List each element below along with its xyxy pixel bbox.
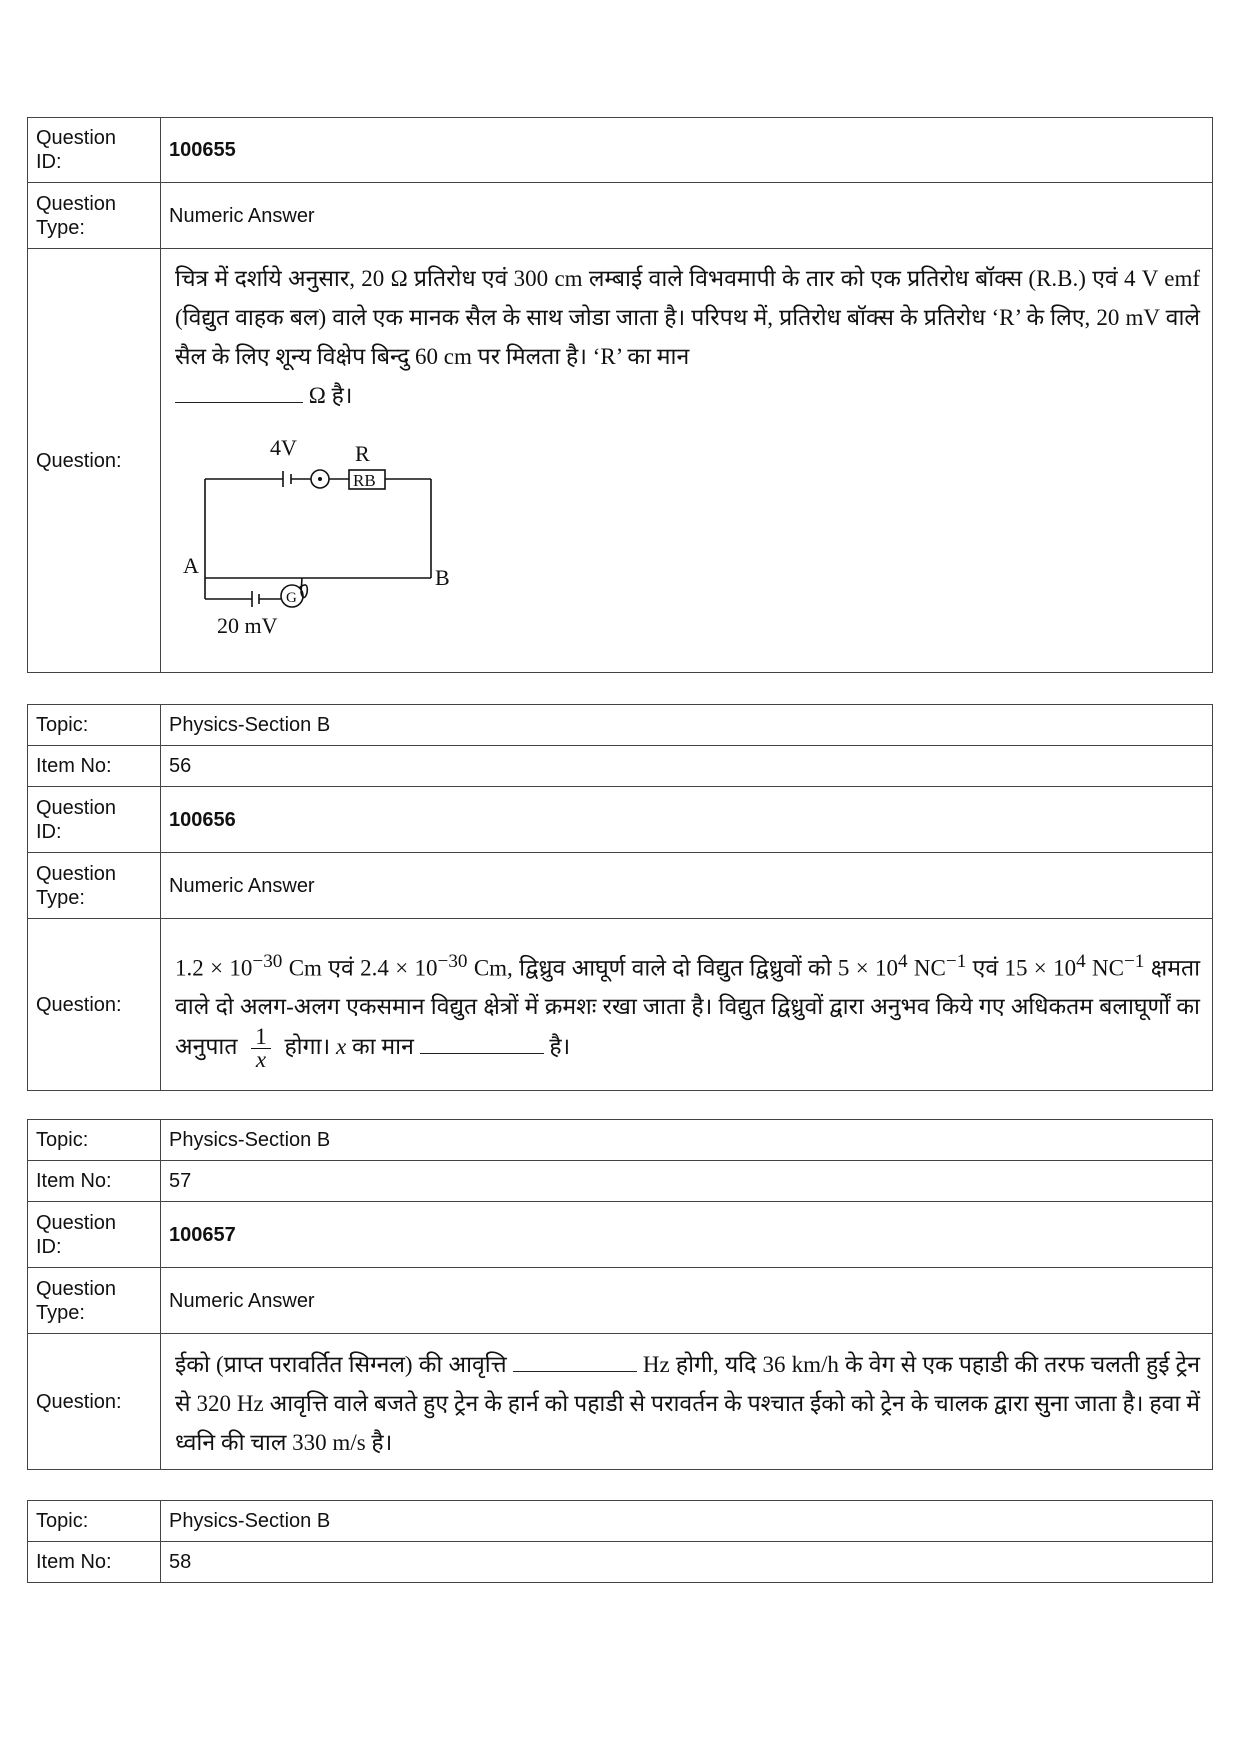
jockey-contact bbox=[301, 578, 302, 593]
question-type-label: Question Type: bbox=[28, 1268, 161, 1334]
question-label: Question: bbox=[28, 1334, 161, 1470]
topic-row bbox=[28, 705, 1213, 746]
question-block-100656 bbox=[27, 704, 1213, 1091]
question-body bbox=[161, 249, 1213, 673]
circuit-diagram-svg bbox=[175, 429, 485, 654]
question-label: Question: bbox=[28, 249, 161, 673]
question-text-tail: Ω है। bbox=[308, 383, 353, 408]
answer-blank bbox=[513, 1351, 637, 1372]
question-body: $1.2 \times 10^{-30}$ Cm एवं $2.4 \times 10^{-30}$ Cm, द्विध्रुव आघूर्ण वाले दो विद्युत द्विध्रुवों को $5 \times 10^4$ $NC^{-1}$ एवं $15 \times 10^4$ $NC^{-1}$ क्षमता वाले दो अलग-अलग एकसमान विद्युत क्षेत्रों में क्रमशः रखा जाता है। विद्युत द्विध्रुवों द्वारा अनुभव किये गए अधिकतम बलाघूर्णों का अनुपात $\frac{1}{x}$ होगा। x का मान है। bbox=[161, 919, 1213, 1091]
topic-label: Topic: bbox=[28, 705, 161, 746]
question-type-value: Numeric Answer bbox=[161, 183, 1213, 249]
label-4v: 4V bbox=[270, 435, 297, 460]
question-block-100657 bbox=[27, 1119, 1213, 1470]
question-id-label: Question ID: bbox=[28, 118, 161, 183]
question-type-label: Question Type: bbox=[28, 853, 161, 919]
question-table bbox=[27, 1500, 1213, 1583]
fraction-1-over-x: $\frac{1}{x}$ bbox=[251, 1026, 271, 1071]
question-table bbox=[27, 117, 1213, 673]
item-no-label: Item No: bbox=[28, 1542, 161, 1583]
question-row bbox=[28, 1334, 1213, 1470]
topic-label: Topic: bbox=[28, 1501, 161, 1542]
question-type-row bbox=[28, 183, 1213, 249]
answer-blank bbox=[175, 382, 303, 403]
topic-row bbox=[28, 1501, 1213, 1542]
question-table bbox=[27, 1119, 1213, 1470]
item-no-value: 57 bbox=[161, 1161, 1213, 1202]
label-rb: RB bbox=[353, 471, 376, 490]
question-text: चित्र में दर्शाये अनुसार, 20 Ω प्रतिरोध एवं 300 cm लम्बाई वाले विभवमापी के तार को एक प्रतिरोध बॉक्स (R.B.) एवं 4 V emf (विद्युत वाहक बल) वाले एक मानक सैल के साथ जोडा जाता है। परिपथ में, प्रतिरोध बॉक्स के प्रतिरोध ‘R’ के लिए, 20 mV वाले सैल के लिए शून्य विक्षेप बिन्दु 60 cm पर मिलता है। ‘R’ का मान bbox=[175, 266, 1200, 369]
question-id-label: Question ID: bbox=[28, 1202, 161, 1268]
topic-label: Topic: bbox=[28, 1120, 161, 1161]
question-row bbox=[28, 919, 1213, 1091]
topic-value: Physics-Section B bbox=[161, 705, 1213, 746]
question-row bbox=[28, 249, 1213, 673]
answer-blank bbox=[420, 1033, 544, 1054]
topic-value: Physics-Section B bbox=[161, 1501, 1213, 1542]
key-dot bbox=[318, 477, 322, 481]
label-b: B bbox=[435, 565, 450, 590]
question-type-row bbox=[28, 853, 1213, 919]
label-g: G bbox=[286, 590, 297, 606]
question-id-row bbox=[28, 1202, 1213, 1268]
question-type-row bbox=[28, 1268, 1213, 1334]
label-20mv: 20 mV bbox=[217, 613, 278, 638]
topic-row bbox=[28, 1120, 1213, 1161]
question-id-row bbox=[28, 787, 1213, 853]
question-type-value: Numeric Answer bbox=[161, 853, 1213, 919]
question-id-row bbox=[28, 118, 1213, 183]
question-table bbox=[27, 704, 1213, 1091]
question-id-label: Question ID: bbox=[28, 787, 161, 853]
question-type-label: Question Type: bbox=[28, 183, 161, 249]
question-block-100655 bbox=[27, 117, 1213, 673]
label-a: A bbox=[183, 553, 199, 578]
question-type-value: Numeric Answer bbox=[161, 1268, 1213, 1334]
circuit-diagram bbox=[175, 429, 1200, 666]
question-body: ईको (प्राप्त परावर्तित सिग्नल) की आवृत्ति Hz होगी, यदि 36 km/h के वेग से एक पहाडी की तरफ चलती हुई ट्रेन से 320 Hz आवृत्ति वाले बजते हुए ट्रेन के हार्न को पहाडी से परावर्तन के पश्चात ईको को ट्रेन के चालक द्वारा सुना जाता है। हवा में ध्वनि की चाल 330 m/s है। bbox=[161, 1334, 1213, 1470]
topic-value: Physics-Section B bbox=[161, 1120, 1213, 1161]
question-label: Question: bbox=[28, 919, 161, 1091]
item-no-value: 58 bbox=[161, 1542, 1213, 1583]
item-no-label: Item No: bbox=[28, 746, 161, 787]
item-no-value: 56 bbox=[161, 746, 1213, 787]
item-no-row bbox=[28, 746, 1213, 787]
question-block-item-58 bbox=[27, 1500, 1213, 1583]
question-id-value: 100655 bbox=[161, 118, 1213, 183]
item-no-label: Item No: bbox=[28, 1161, 161, 1202]
label-r: R bbox=[355, 441, 370, 466]
question-id-value: 100657 bbox=[161, 1202, 1213, 1268]
item-no-row bbox=[28, 1542, 1213, 1583]
item-no-row bbox=[28, 1161, 1213, 1202]
question-id-value: 100656 bbox=[161, 787, 1213, 853]
